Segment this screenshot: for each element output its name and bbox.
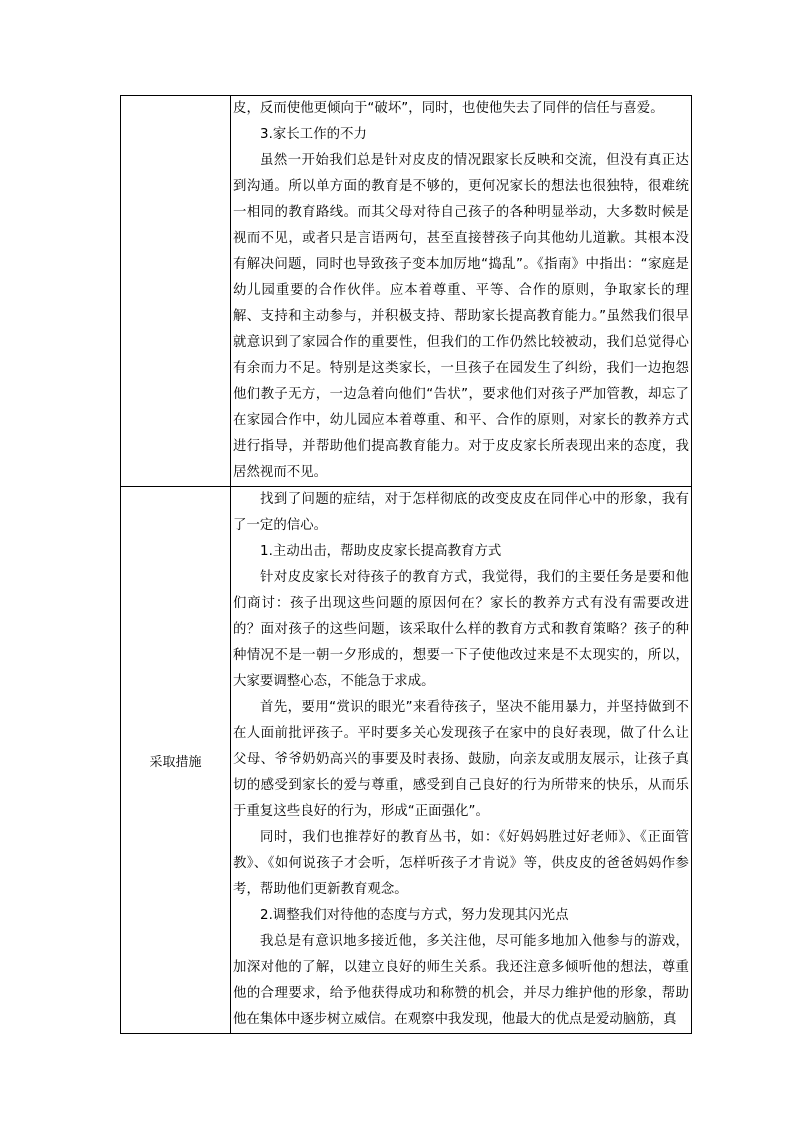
paragraph: 同时，我们也推荐好的教育丛书，如：《好妈妈胜过好老师》、《正面管教》、《如何说孩子才会听，怎样听孩子才肯说》等，供皮皮的爸爸妈妈作参考，帮助他们更新教育观念。 — [233, 830, 689, 897]
section-heading: 2.调整我们对待他的态度与方式，努力发现其闪光点 — [260, 908, 569, 923]
section-heading: 1.主动出击，帮助皮皮家长提高教育方式 — [260, 544, 502, 559]
paragraph: 针对皮皮家长对待孩子的教育方式，我觉得，我们的主要任务是要和他们商讨：孩子出现这些问题的原因何在？家长的教养方式有没有需要改进的？面对孩子的这些问题，该采取什么样的教育方式和教育策略？孩子的种种情况不是一朝一夕形成的，想要一下子使他改过来是不太现实的，所以，大家要调整心态，不能急于求成。 — [233, 570, 689, 689]
document-table — [120, 95, 692, 1034]
paragraph: 虽然一开始我们总是针对皮皮的情况跟家长反映和交流，但没有真正达到沟通。所以单方面的教育是不够的，更何况家长的想法也很独特，很难统一相同的教育路线。而其父母对待自己孩子的各种明显举动，大多数时候是视而不见，或者只是言语两句，甚至直接替孩子向其他幼儿道歉。其根本没有解决问题，同时也导致孩子变本加厉地“捣乱”。《指南》中指出：“家庭是幼儿园重要的合作伙伴。应本着尊重、平等、合作的原则，争取家长的理解、支持和主动参与，并积极支持、帮助家长提高教育能力。”虽然我们很早就意识到了家园合作的重要性，但我们的工作仍然比较被动，我们总觉得心有余而力不足。特别是这类家长，一旦孩子在园发生了纠纷，我们一边抱怨他们教子无方，一边急着向他们“告状”，要求他们对孩子严加管教，却忘了在家园合作中，幼儿园应本着尊重、和平、合作的原则，对家长的教养方式进行指导，并帮助他们提高教育能力。对于皮皮家长所表现出来的态度，我居然视而不见。 — [233, 153, 689, 480]
paragraph-continued: 皮，反而使他更倾向于“破坏”，同时，也使他失去了同伴的信任与喜爱。 — [233, 101, 664, 116]
row-content-cell — [231, 487, 692, 1034]
row-content-cell — [231, 96, 692, 487]
table-row-measures — [121, 487, 692, 1034]
table-row-parent-work — [121, 96, 692, 487]
section-heading: 3.家长工作的不力 — [260, 127, 367, 142]
paragraph: 我总是有意识地多接近他，多关注他，尽可能多地加入他参与的游戏，加深对他的了解，以建立良好的师生关系。我还注意多倾听他的想法，尊重他的合理要求，给予他获得成功和称赞的机会，并尽力维护他的形象，帮助他在集体中逐步树立威信。在观察中我发现，他最大的优点是爱动脑筋，真 — [233, 934, 689, 1027]
paragraph: 首先，要用“赏识的眼光”来看待孩子，坚决不能用暴力，并坚持做到不在人面前批评孩子。平时要多关心发现孩子在家中的良好表现，做了什么让父母、爷爷奶奶高兴的事要及时表扬、鼓励，向亲友或朋友展示，让孩子真切的感受到家长的爱与尊重，感受到自己良好的行为所带来的快乐，从而乐于重复这些良好的行为，形成“正面强化”。 — [233, 700, 689, 819]
row-label-measures: 采取措施 — [121, 487, 231, 1034]
paragraph: 找到了问题的症结，对于怎样彻底的改变皮皮在同伴心中的形象，我有了一定的信心。 — [233, 492, 689, 533]
row-label-cell — [121, 96, 231, 487]
